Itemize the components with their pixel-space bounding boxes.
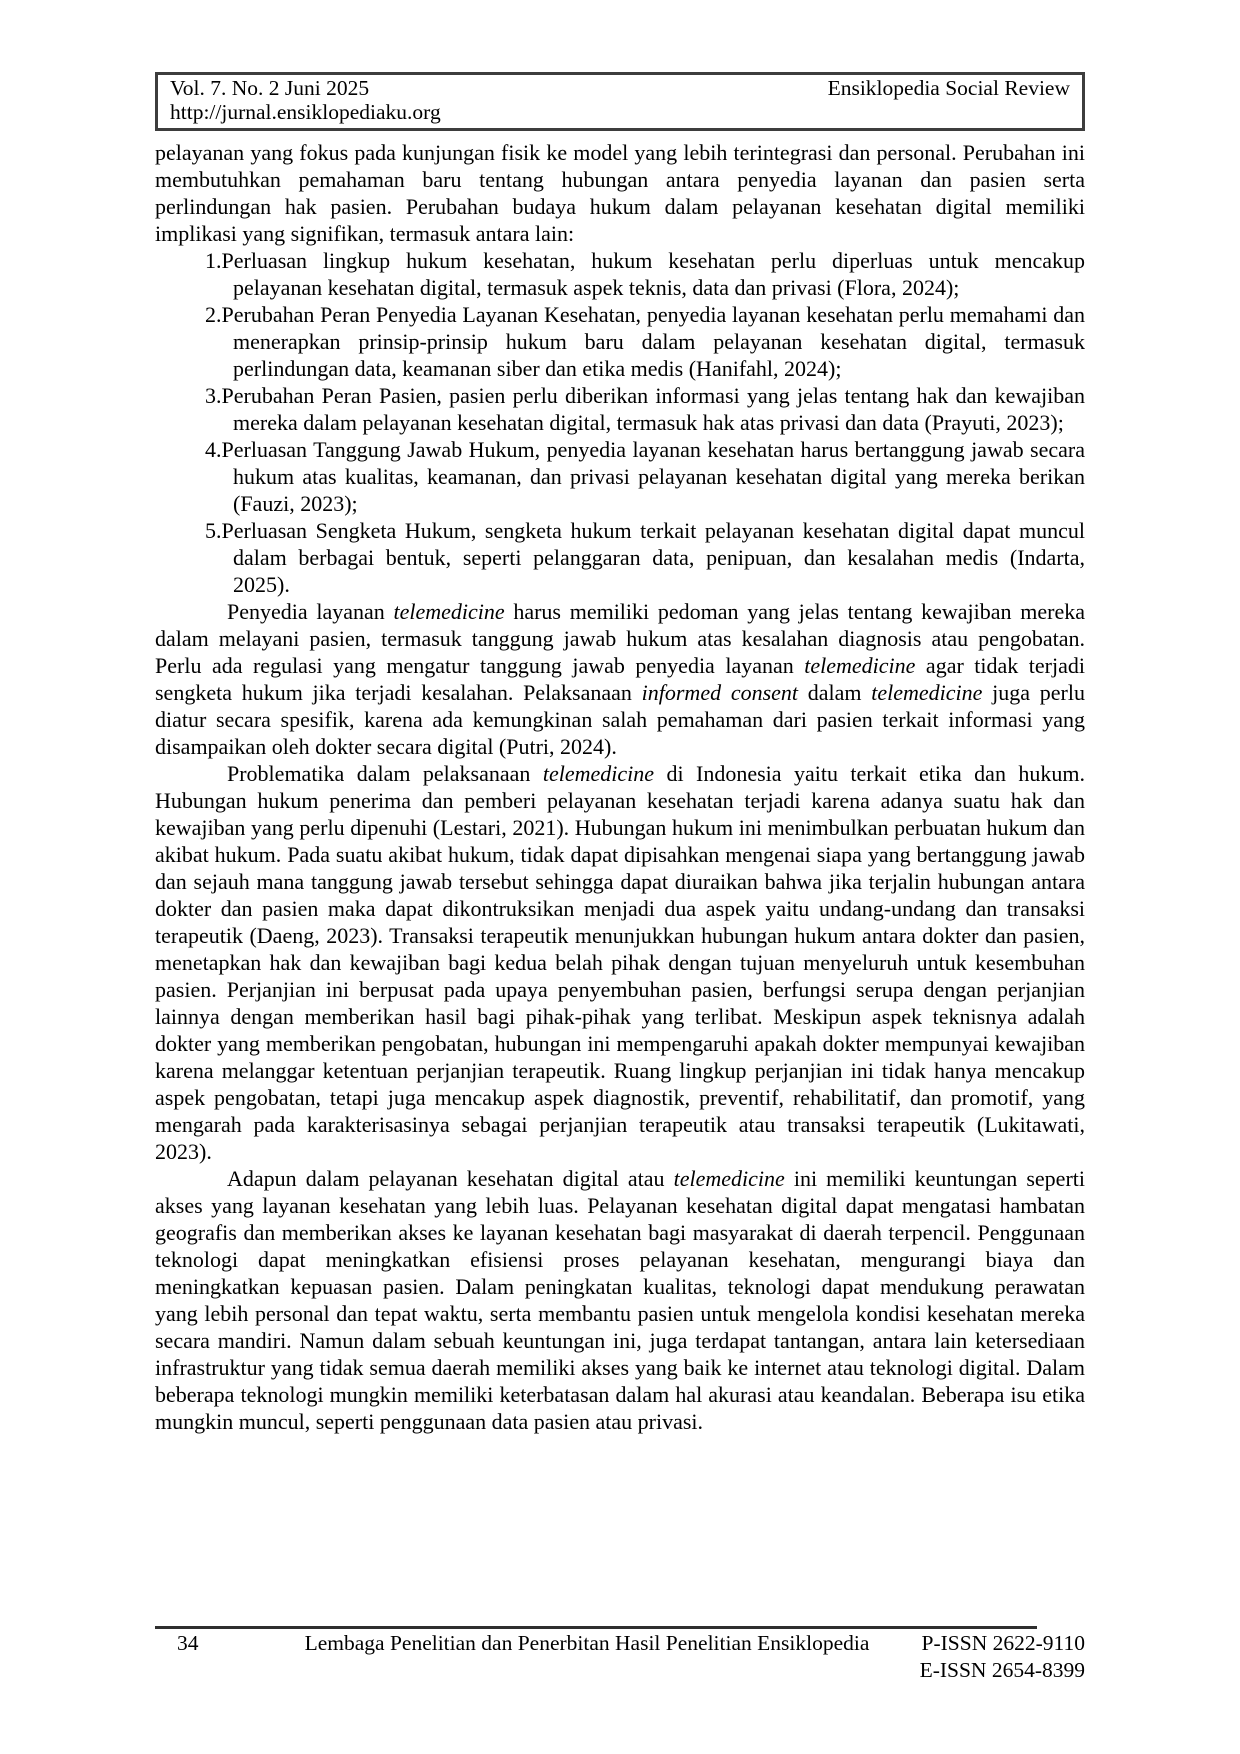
list-number: 5.	[205, 518, 222, 543]
footer-row	[155, 1630, 1085, 1684]
issn-block	[889, 1630, 1085, 1684]
list-text: Perluasan lingkup hukum kesehatan, hukum kesehatan perlu diperluas untuk mencakup pelayanan kesehatan digital, termasuk aspek teknis, data dan privasi (Flora, 2024);	[221, 248, 1085, 300]
journal-title: Ensiklopedia Social Review	[827, 76, 1070, 100]
list-item-1	[155, 247, 1085, 301]
page-footer	[155, 1626, 1085, 1684]
list-number: 4.	[205, 437, 222, 462]
list-item-5	[155, 517, 1085, 598]
paragraph-problematika: Problematika dalam pelaksanaan telemedicine di Indonesia yaitu terkait etika dan hukum. Hubungan hukum penerima dan pemberi pelayanan kesehatan terjadi karena adanya suatu hak dan kewajiban yang perlu dipenuhi (Lestari, 2021). Hubungan hukum ini menimbulkan perbuatan hukum dan akibat hukum. Pada suatu akibat hukum, tidak dapat dipisahkan mengenai siapa yang bertanggung jawab dan sejauh mana tanggung jawab tersebut sehingga dapat diuraikan bahwa jika terjalin hubungan antara dokter dan pasien maka dapat dikontruksikan menjadi dua aspek yaitu undang-undang dan transaksi terapeutik (Daeng, 2023). Transaksi terapeutik menunjukkan hubungan hukum antara dokter dan pasien, menetapkan hak dan kewajiban bagi kedua belah pihak dengan tujuan menyeluruh untuk kesembuhan pasien. Perjanjian ini berpusat pada upaya penyembuhan pasien, berfungsi serupa dengan perjanjian lainnya dengan memberikan hasil bagi pihak-pihak yang terlibat. Meskipun aspek teknisnya adalah dokter yang memberikan pengobatan, hubungan ini mempengaruhi apakah dokter mempunyai kewajiban karena melanggar ketentuan perjanjian terapeutik. Ruang lingkup perjanjian ini tidak hanya mencakup aspek pengobatan, tetapi juga mencakup aspek diagnostik, preventif, rehabilitatif, dan promotif, yang mengarah pada karakterisasinya sebagai perjanjian terapeutik atau transaksi terapeutik (Lukitawati, 2023).	[155, 761, 1085, 1164]
list-item-3	[155, 382, 1085, 436]
list-item-4	[155, 436, 1085, 517]
list-text: Perluasan Sengketa Hukum, sengketa hukum terkait pelayanan kesehatan digital dapat muncul dalam berbagai bentuk, seperti pelanggaran data, penipuan, dan kesalahan medis (Indarta, 2025).	[221, 518, 1085, 597]
page-number: 34	[177, 1631, 199, 1655]
article-body	[155, 139, 1085, 1435]
volume-info: Vol. 7. No. 2 Juni 2025	[170, 76, 370, 100]
list-number: 3.	[205, 383, 222, 408]
list-number: 2.	[205, 302, 222, 327]
list-text: Perluasan Tanggung Jawab Hukum, penyedia layanan kesehatan harus bertanggung jawab secara hukum atas kualitas, keamanan, dan privasi pelayanan kesehatan digital yang mereka berikan (Fauzi, 2023);	[221, 437, 1085, 516]
list-text: Perubahan Peran Pasien, pasien perlu diberikan informasi yang jelas tentang hak dan kewajiban mereka dalam pelayanan kesehatan digital, termasuk hak atas privasi dan data (Prayuti, 2023);	[221, 383, 1085, 435]
list-text: Perubahan Peran Penyedia Layanan Kesehatan, penyedia layanan kesehatan perlu memahami dan menerapkan prinsip-prinsip hukum baru dalam pelayanan kesehatan digital, termasuk perlindungan data, keamanan siber dan etika medis (Hanifahl, 2024);	[221, 302, 1085, 381]
implications-list	[155, 247, 1085, 598]
list-number: 1.	[205, 248, 222, 273]
journal-header-bottom-row	[170, 100, 1070, 124]
p-issn: P-ISSN 2622-9110	[921, 1631, 1085, 1655]
journal-url: http://jurnal.ensiklopediaku.org	[170, 100, 441, 124]
paragraph-telemedicine-guidelines: Penyedia layanan telemedicine harus memiliki pedoman yang jelas tentang kewajiban mereka dalam melayani pasien, termasuk tanggung jawab hukum atas kesalahan diagnosis atau pengobatan. Perlu ada regulasi yang mengatur tanggung jawab penyedia layanan telemedicine agar tidak terjadi sengketa hukum jika terjadi kesalahan. Pelaksanaan informed consent dalam telemedicine juga perlu diatur secara spesifik, karena ada kemungkinan salah pemahaman dari pasien terkait informasi yang disampaikan oleh dokter secara digital (Putri, 2024).	[155, 599, 1085, 759]
list-item-2	[155, 301, 1085, 382]
e-issn: E-ISSN 2654-8399	[919, 1658, 1085, 1682]
journal-header	[155, 72, 1085, 131]
paragraph-keuntungan: Adapun dalam pelayanan kesehatan digital atau telemedicine ini memiliki keuntungan seperti akses yang layanan kesehatan yang lebih luas. Pelayanan kesehatan digital dapat mengatasi hambatan geografis dan memberikan akses ke layanan kesehatan bagi masyarakat di daerah terpencil. Penggunaan teknologi dapat meningkatkan efisiensi proses pelayanan kesehatan, mengurangi biaya dan meningkatkan kepuasan pasien. Dalam peningkatan kualitas, teknologi dapat mendukung perawatan yang lebih personal dan tepat waktu, serta membantu pasien untuk mengelola kondisi kesehatan mereka secara mandiri. Namun dalam sebuah keuntungan ini, juga terdapat tantangan, antara lain ketersediaan infrastruktur yang tidak semua daerah memiliki akses yang baik ke internet atau teknologi digital. Dalam beberapa teknologi mungkin memiliki keterbatasan dalam hal akurasi atau keandalan. Beberapa isu etika mungkin muncul, seperti penggunaan data pasien atau privasi.	[155, 1166, 1085, 1434]
paragraph-intro: pelayanan yang fokus pada kunjungan fisik ke model yang lebih terintegrasi dan personal. Perubahan ini membutuhkan pemahaman baru tentang hubungan antara penyedia layanan dan pasien serta perlindungan hak pasien. Perubahan budaya hukum dalam pelayanan kesehatan digital memiliki implikasi yang signifikan, termasuk antara lain:	[155, 140, 1085, 246]
journal-header-top-row	[170, 76, 1070, 100]
publisher-name: Lembaga Penelitian dan Penerbitan Hasil Penelitian Ensiklopedia	[304, 1631, 870, 1655]
footer-divider	[155, 1626, 1037, 1629]
